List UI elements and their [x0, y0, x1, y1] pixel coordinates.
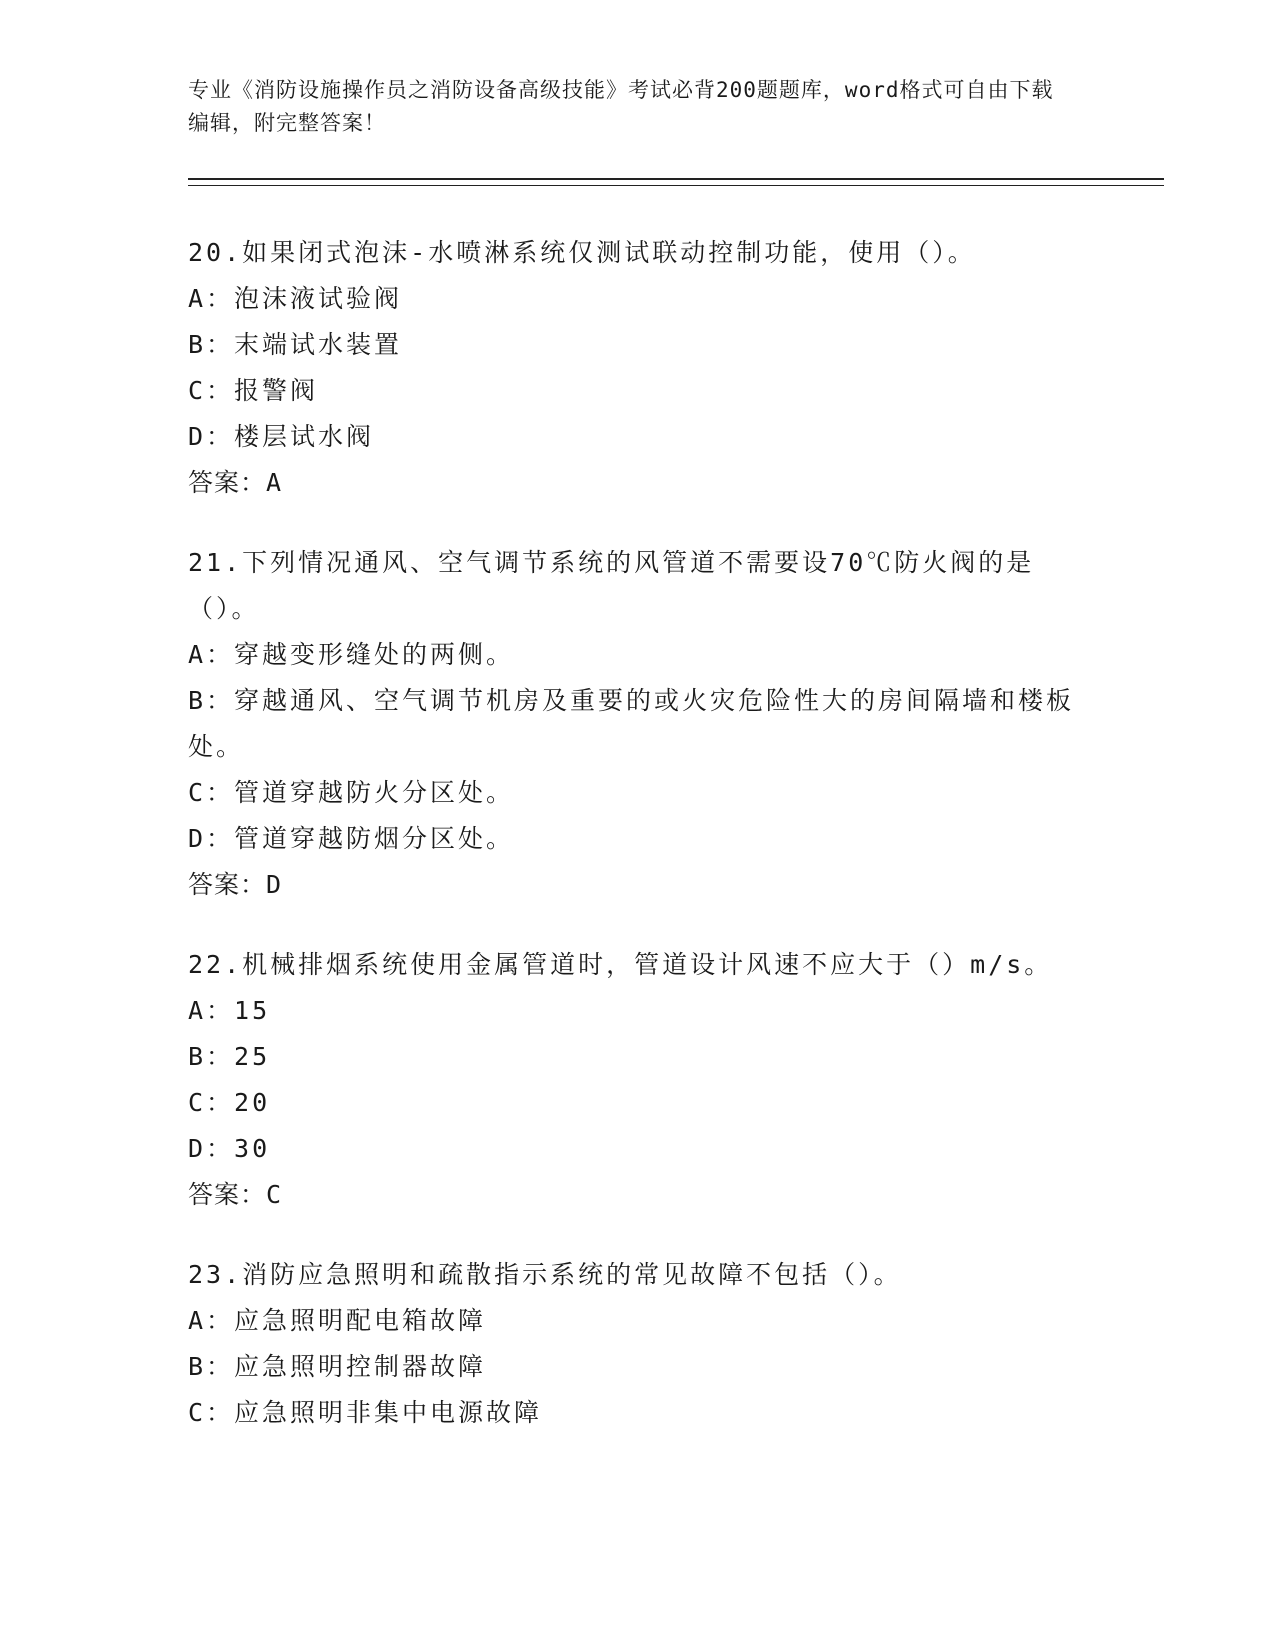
- answer: 答案：D: [188, 870, 283, 899]
- question-stem: 20.如果闭式泡沫-水喷淋系统仅测试联动控制功能，使用（）。: [188, 238, 976, 267]
- question-stem: 23.消防应急照明和疏散指示系统的常见故障不包括（）。: [188, 1260, 902, 1289]
- option-d: D：30: [188, 1134, 271, 1163]
- question-stem: 22.机械排烟系统使用金属管道时，管道设计风速不应大于（）m/s。: [188, 950, 1053, 979]
- answer: 答案：A: [188, 468, 283, 497]
- question-21: [188, 540, 1088, 908]
- option-d: D：楼层试水阀: [188, 422, 375, 451]
- option-a: A：泡沫液试验阀: [188, 284, 403, 313]
- option-b: B：25: [188, 1042, 271, 1071]
- question-stem: 21.下列情况通风、空气调节系统的风管道不需要设70℃防火阀的是（）。: [188, 548, 1035, 623]
- option-c: C：应急照明非集中电源故障: [188, 1398, 543, 1427]
- option-c: C：管道穿越防火分区处。: [188, 778, 515, 807]
- option-d: D：管道穿越防烟分区处。: [188, 824, 515, 853]
- question-list: [188, 230, 1088, 1470]
- option-a: A：应急照明配电箱故障: [188, 1306, 487, 1335]
- question-22: [188, 942, 1088, 1218]
- option-c: C：报警阀: [188, 376, 319, 405]
- option-b: B：应急照明控制器故障: [188, 1352, 487, 1381]
- option-a: A：穿越变形缝处的两侧。: [188, 640, 515, 669]
- option-c: C：20: [188, 1088, 271, 1117]
- option-b: B：穿越通风、空气调节机房及重要的或火灾危险性大的房间隔墙和楼板处。: [188, 686, 1075, 761]
- option-a: A：15: [188, 996, 271, 1025]
- question-20: [188, 230, 1088, 506]
- option-b: B：末端试水装置: [188, 330, 403, 359]
- question-23: [188, 1252, 1088, 1436]
- document-intro: 专业《消防设施操作员之消防设备高级技能》考试必背200题题库，word格式可自由下载编辑，附完整答案！: [188, 78, 1054, 135]
- answer: 答案：C: [188, 1180, 283, 1209]
- header-divider: [188, 178, 1164, 186]
